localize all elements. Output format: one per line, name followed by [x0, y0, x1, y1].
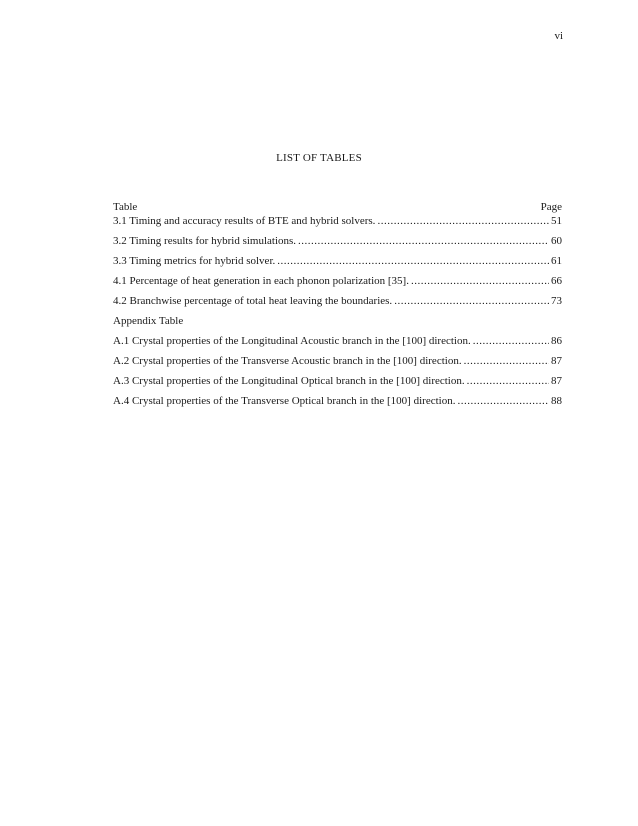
dot-leader: [377, 214, 549, 228]
entry-label: A.4 Crystal properties of the Transverse Optical branch in the [100] direction.: [113, 395, 456, 407]
entry-page: 86: [551, 335, 562, 347]
table-entry-3-2[interactable]: [113, 234, 562, 248]
table-entry-3-3[interactable]: [113, 254, 562, 268]
dot-leader: [464, 354, 549, 368]
dot-leader: [473, 334, 549, 348]
entry-label: 3.3 Timing metrics for hybrid solver.: [113, 255, 276, 267]
column-header-row: [113, 200, 562, 214]
entry-page: 61: [551, 255, 562, 267]
entry-page: 66: [551, 275, 562, 287]
dot-leader: [394, 294, 549, 308]
entry-label: A.1 Crystal properties of the Longitudinal Acoustic branch in the [100] direction.: [113, 335, 471, 347]
table-entry-4-2[interactable]: [113, 294, 562, 308]
entry-page: 51: [551, 215, 562, 227]
table-column-header: Table: [113, 201, 138, 213]
page-number: vi: [554, 30, 563, 42]
table-entry-4-1[interactable]: [113, 274, 562, 288]
page-column-header: Page: [540, 201, 562, 213]
table-entry-a-4[interactable]: [113, 394, 562, 408]
dot-leader: [277, 254, 549, 268]
dot-leader: [457, 394, 549, 408]
entry-page: 87: [551, 355, 562, 367]
dot-leader: [467, 374, 549, 388]
entry-label: 3.2 Timing results for hybrid simulations.: [113, 235, 297, 247]
entry-page: 73: [551, 295, 562, 307]
entry-page: 88: [551, 395, 562, 407]
dot-leader: [411, 274, 549, 288]
entry-page: 60: [551, 235, 562, 247]
table-entry-a-2[interactable]: [113, 354, 562, 368]
dot-leader: [298, 234, 549, 248]
table-entry-3-1[interactable]: [113, 214, 562, 228]
entry-label: 3.1 Timing and accuracy results of BTE and hybrid solvers.: [113, 215, 376, 227]
list-of-tables: [113, 200, 562, 408]
entry-label: A.3 Crystal properties of the Longitudinal Optical branch in the [100] direction.: [113, 375, 465, 387]
page-title: LIST OF TABLES: [276, 152, 362, 164]
entry-page: 87: [551, 375, 562, 387]
entry-label: A.2 Crystal properties of the Transverse Acoustic branch in the [100] direction.: [113, 355, 462, 367]
appendix-heading: Appendix Table: [113, 315, 184, 327]
entry-label: 4.1 Percentage of heat generation in each phonon polarization [35].: [113, 275, 409, 287]
table-entry-a-1[interactable]: [113, 334, 562, 348]
table-entry-a-3[interactable]: [113, 374, 562, 388]
entry-label: 4.2 Branchwise percentage of total heat leaving the boundaries.: [113, 295, 393, 307]
